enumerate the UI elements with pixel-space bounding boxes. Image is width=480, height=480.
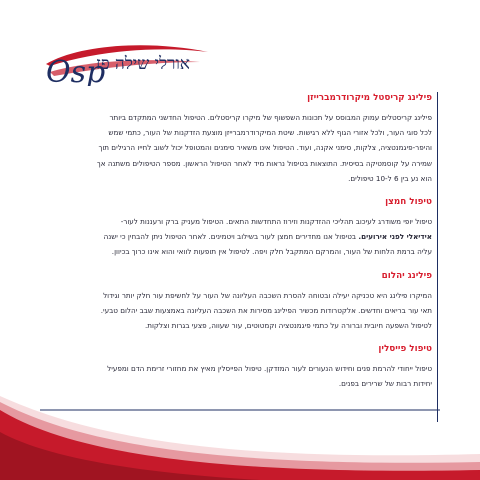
section-diamond-peeling [44,270,432,334]
text-line: והיפר-פיגמנטציה, צלקות, סימני אקנה, ועוד. הטיפול אינו משאיר סימנים והמטופל יכול לשוב לחייו הרגילים תוך [98,143,432,153]
section-title: טיפול פייסלין [378,344,432,355]
vertical-divider [437,92,438,422]
text-line: תאי עור בריאים וחדשים. אלקטרודות מכשיר הפילינג מסירות את השכבה העליונה באמצעות שבב יהלום טבעי. [100,305,432,315]
section-crystal-peeling [44,92,432,186]
logo-monogram: Osp [46,55,106,86]
section-title: טיפול חמצן [385,197,432,208]
text-line: המיקרו פילינג היא טכניקה יעילה ובטוחה להסרת השכבה העליונה של העור על לחשיפת עור חלק יותר וגידול [103,290,432,300]
section-text [44,288,432,334]
text-line: פילינג קריסטלים עמוק המבוסס על תכונות השפשוף של מיקרו קריסטלים. הטיפול החדשני המתקדם ביותר [109,113,432,122]
text-line: לכל סוגי העור, ולכל אזורי הגוף ללא רגישות. שיטת המיקרודרמברייזן מוצעת הזדקנות של העור, כתמי שמש [108,128,432,138]
text-line: לטיפול השפעה חיובית וברורה על כתמי פיגמנטציה וקמטוטים, עור שעווה, פצעי בגרות וצלקות. [144,321,432,331]
section-text [44,110,432,186]
section-title: פילינג קריסטל מיקרודרמברייזן [307,93,432,103]
section-text [44,361,432,391]
section-title: פילינג יהלום [381,270,432,281]
section-oxygen [44,196,432,260]
text-line: בטיפול אנו מחדירים חמצן לעור בשילוב ויטמינים. לאחר הטיפול ניתן להבחין כי ישנה [103,232,357,242]
text-line: הוא נע בין 6 ל-10 טיפולים. [348,173,432,183]
text-line: עליה ברמת הלחות של העור, והמרקם המתקבל חלק ויפה. לטיפול אין תופעות לוואי והוא אינו כרוך בכיוון. [111,247,432,257]
text-line: טיפול ייחודי להרמת פנים וחידוש הנעורים לעור המזדקן. טיפול הפייסלין מאיץ את מחזורי זרימת הדם ומפעיל [107,364,432,374]
text-line: יחידות רבות של שרירים בפנים. [338,379,432,389]
highlight-text: אידיאלי לפני אירועים. [358,232,432,242]
text-line: שמירה על קוסמטיקה בסיסית. התוצאות בטיפול נראות מיד לאחר הטיפול הראשון. מספר הטיפולים משתנה אך [96,158,432,168]
text-line: טיפול יופי משודרג לעיכוב תהליכי ההזדקנות וזירוז התחדשות התאים. הטיפול מעניק ברק ורעננות לעור- [120,217,432,227]
brand-name: אורלי שילה פז [96,54,190,74]
content-column [44,92,432,402]
section-text [44,214,432,260]
decorative-waves-icon [0,392,480,480]
section-facelift [44,343,432,391]
